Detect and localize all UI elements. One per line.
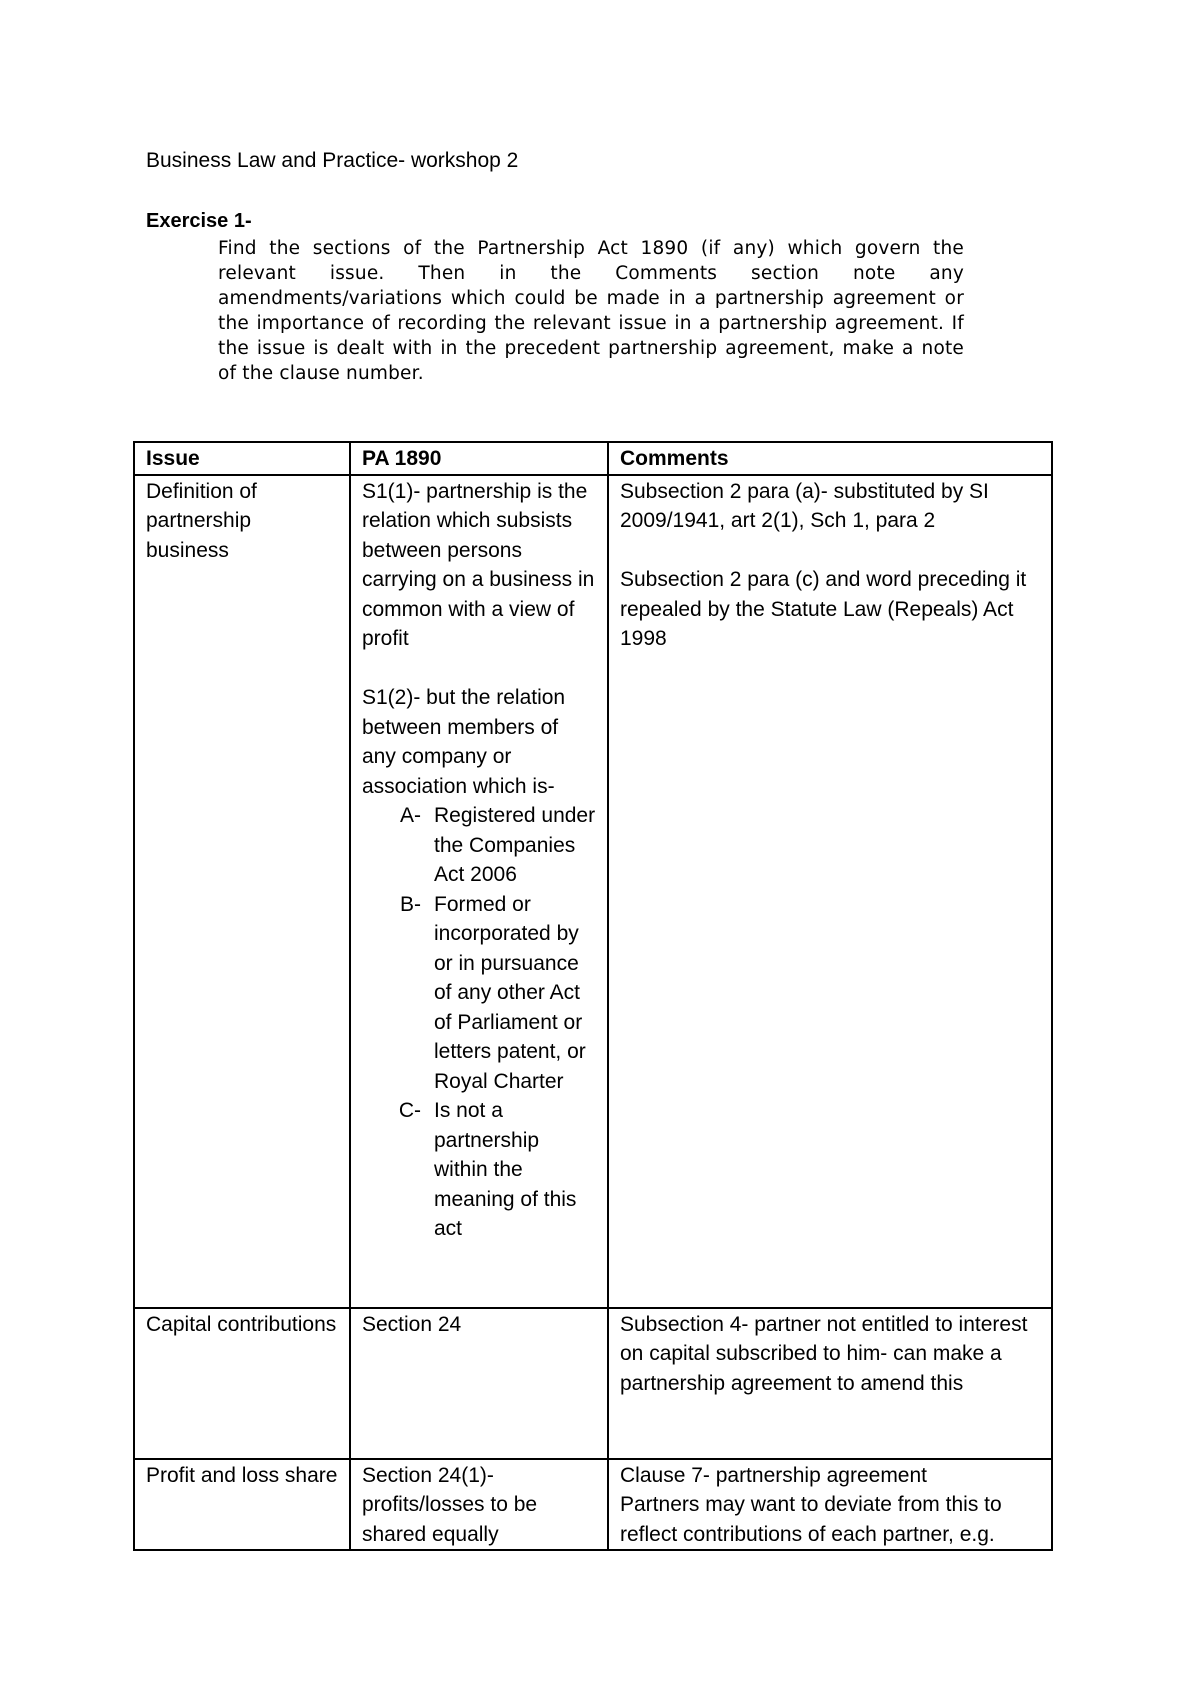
- table-row: [134, 1459, 1052, 1551]
- cell-pa: [350, 475, 608, 1308]
- list-item-text: Is not a partnership within the meaning of this act: [434, 1099, 577, 1240]
- cell-pa: [350, 1308, 608, 1459]
- pa-sub-list: [362, 801, 597, 1244]
- exercise-instructions: Find the sections of the Partnership Act 1890 (if any) which govern the relevant issue. Then in the Comments section note any amendments/variations which could be made in a partnership agreement or the importance of recording the relevant issue in a partnership agreement. If the issue is dealt with in the precedent partnership agreement, make a note of the clause number.: [218, 238, 964, 384]
- comment-text: Subsection 2 para (c) and word preceding it repealed by the Statute Law (Repeals) Act 1998: [620, 568, 1027, 650]
- header-comments: Comments: [608, 442, 1052, 475]
- header-pa-1890: PA 1890: [350, 442, 608, 475]
- list-item: [362, 1096, 597, 1244]
- cell-comments: [608, 1459, 1052, 1551]
- table-header-row: [134, 442, 1052, 475]
- comment-text: Subsection 2 para (a)- substituted by SI 2009/1941, art 2(1), Sch 1, para 2: [620, 479, 989, 532]
- list-marker: B-: [400, 892, 421, 916]
- cell-comments: [608, 475, 1052, 1308]
- pa-section-text: S1(1)- partnership is the relation which subsists between persons carrying on a business in common with a view of profit: [362, 479, 595, 650]
- list-item-text: Formed or incorporated by or in pursuance of any other Act of Parliament or letters patent, or Royal Charter: [434, 892, 586, 1093]
- cell-issue: [134, 475, 350, 1308]
- pa-section-text: Section 24(1)- profits/losses to be shared equally: [362, 1463, 538, 1546]
- comment-text: Clause 7- partnership agreement: [620, 1463, 928, 1487]
- paragraph-gap: [620, 536, 1041, 566]
- cell-issue: [134, 1308, 350, 1459]
- list-item: [362, 890, 597, 1097]
- exercise-heading: Exercise 1-: [146, 210, 252, 232]
- paragraph-gap: [362, 654, 597, 684]
- issue-text: Capital contributions: [146, 1312, 337, 1336]
- table-row: [134, 475, 1052, 1308]
- header-issue: Issue: [134, 442, 350, 475]
- list-item: [362, 801, 597, 890]
- page-title: Business Law and Practice- workshop 2: [146, 149, 519, 172]
- table-row: [134, 1308, 1052, 1459]
- cell-issue: [134, 1459, 350, 1551]
- comment-text: Subsection 4- partner not entitled to interest on capital subscribed to him- can make a partnership agreement to amend this: [620, 1312, 1028, 1395]
- comment-text: Partners may want to deviate from this to reflect contributions of each partner, e.g.: [620, 1493, 1002, 1546]
- pa-section-text: S1(2)- but the relation between members of any company or association which is-: [362, 686, 566, 798]
- cell-pa: [350, 1459, 608, 1551]
- pa-section-text: Section 24: [362, 1312, 462, 1336]
- list-marker: C-: [398, 1099, 421, 1122]
- list-item-text: Registered under the Companies Act 2006: [434, 804, 596, 886]
- issue-text: Definition of partnership business: [146, 479, 257, 562]
- partnership-act-table: [133, 441, 1053, 1551]
- list-marker: A-: [400, 804, 421, 827]
- issue-text: Profit and loss share: [146, 1463, 338, 1487]
- cell-comments: [608, 1308, 1052, 1459]
